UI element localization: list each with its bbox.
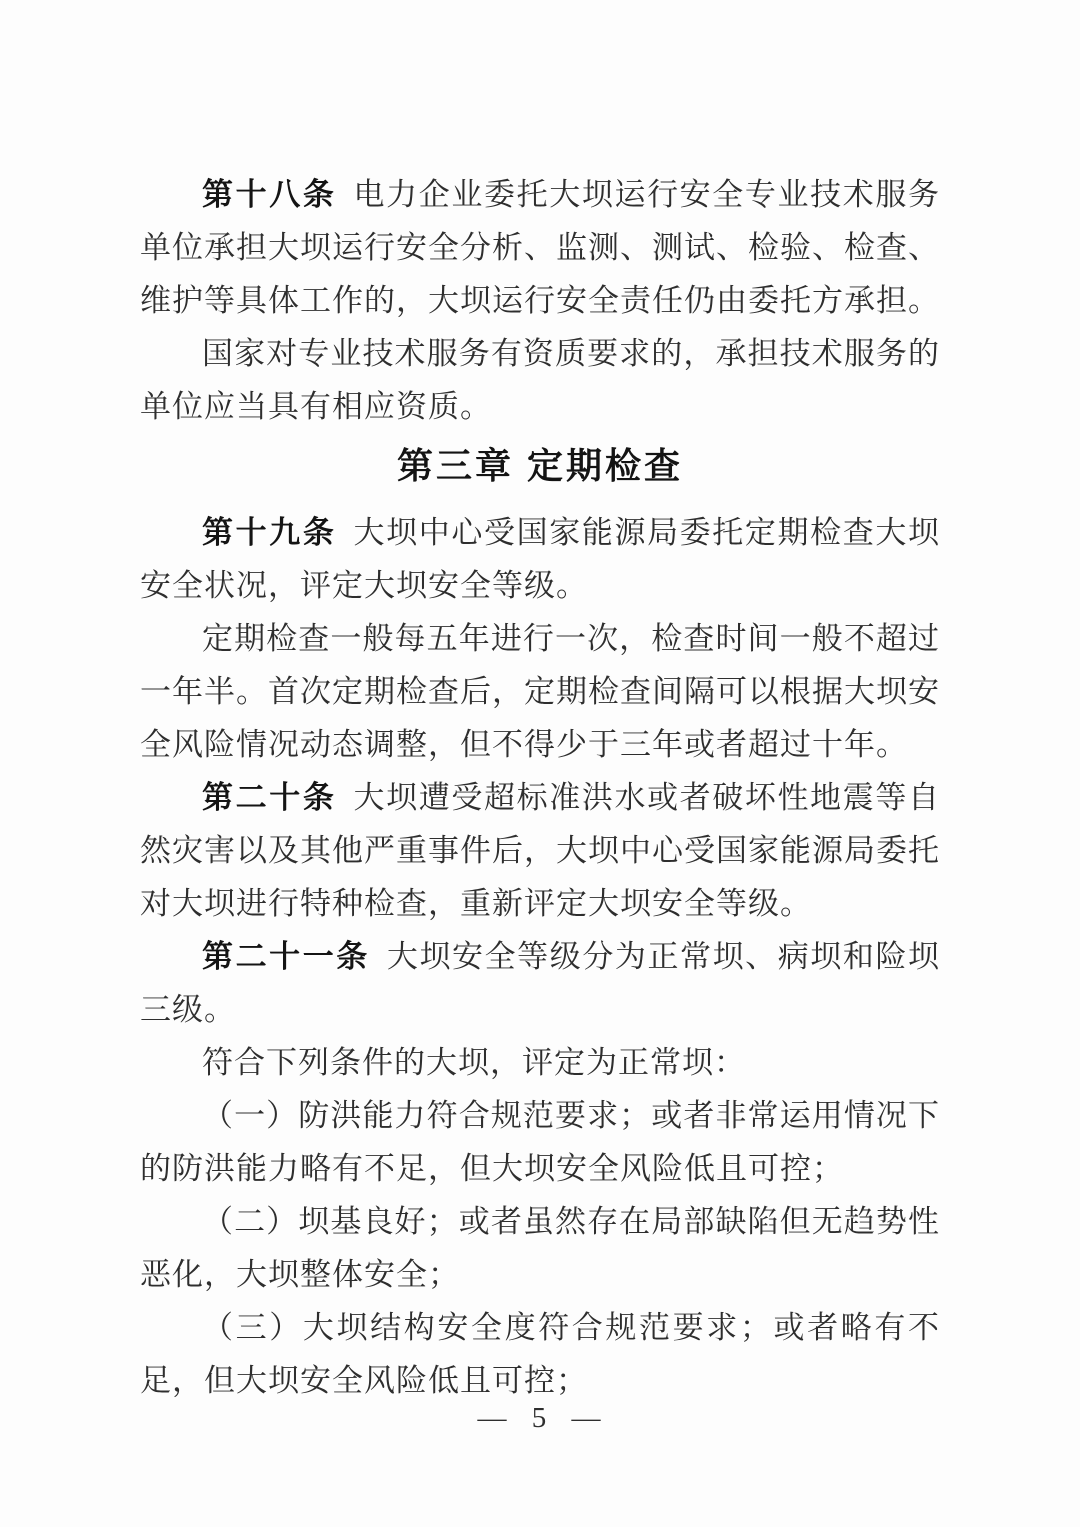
article-text: 大坝中心受国家能源局委托定期检查大坝安全状况，评定大坝安全等级。 <box>140 515 940 603</box>
article-paragraph <box>140 930 940 1036</box>
article-text: 电力企业委托大坝运行安全专业技术服务单位承担大坝运行安全分析、监测、测试、检验、检查、维护等具体工作的，大坝运行安全责任仍由委托方承担。 <box>140 177 940 318</box>
article-paragraph <box>140 771 940 930</box>
body-paragraph: （三）大坝结构安全度符合规范要求；或者略有不足，但大坝安全风险低且可控； <box>140 1310 940 1398</box>
body-paragraph: 符合下列条件的大坝，评定为正常坝： <box>202 1045 746 1080</box>
chapter-heading: 第三章 定期检查 <box>396 445 683 486</box>
article-paragraph <box>140 506 940 612</box>
article-number: 第二十一条 <box>202 939 370 974</box>
page-footer <box>0 1402 1080 1435</box>
article-text: 大坝安全等级分为正常坝、病坝和险坝三级。 <box>140 939 941 1027</box>
body-paragraph: 定期检查一般每五年进行一次，检查时间一般不超过一年半。首次定期检查后，定期检查间隔可以根据大坝安全风险情况动态调整，但不得少于三年或者超过十年。 <box>140 621 940 762</box>
document-body <box>140 168 940 1407</box>
article-number: 第二十条 <box>202 780 337 815</box>
body-paragraph: 国家对专业技术服务有资质要求的，承担技术服务的单位应当具有相应资质。 <box>140 336 940 424</box>
body-paragraph: （二）坝基良好；或者虽然存在局部缺陷但无趋势性恶化，大坝整体安全； <box>140 1204 940 1292</box>
article-number: 第十八条 <box>202 177 337 212</box>
article-text: 大坝遭受超标准洪水或者破坏性地震等自然灾害以及其他严重事件后，大坝中心受国家能源局委托对大坝进行特种检查，重新评定大坝安全等级。 <box>140 780 940 921</box>
article-paragraph <box>140 168 940 327</box>
page-number: — 5 — <box>477 1402 603 1434</box>
body-paragraph: （一）防洪能力符合规范要求；或者非常运用情况下的防洪能力略有不足，但大坝安全风险低且可控； <box>140 1098 940 1186</box>
article-number: 第十九条 <box>202 515 337 550</box>
